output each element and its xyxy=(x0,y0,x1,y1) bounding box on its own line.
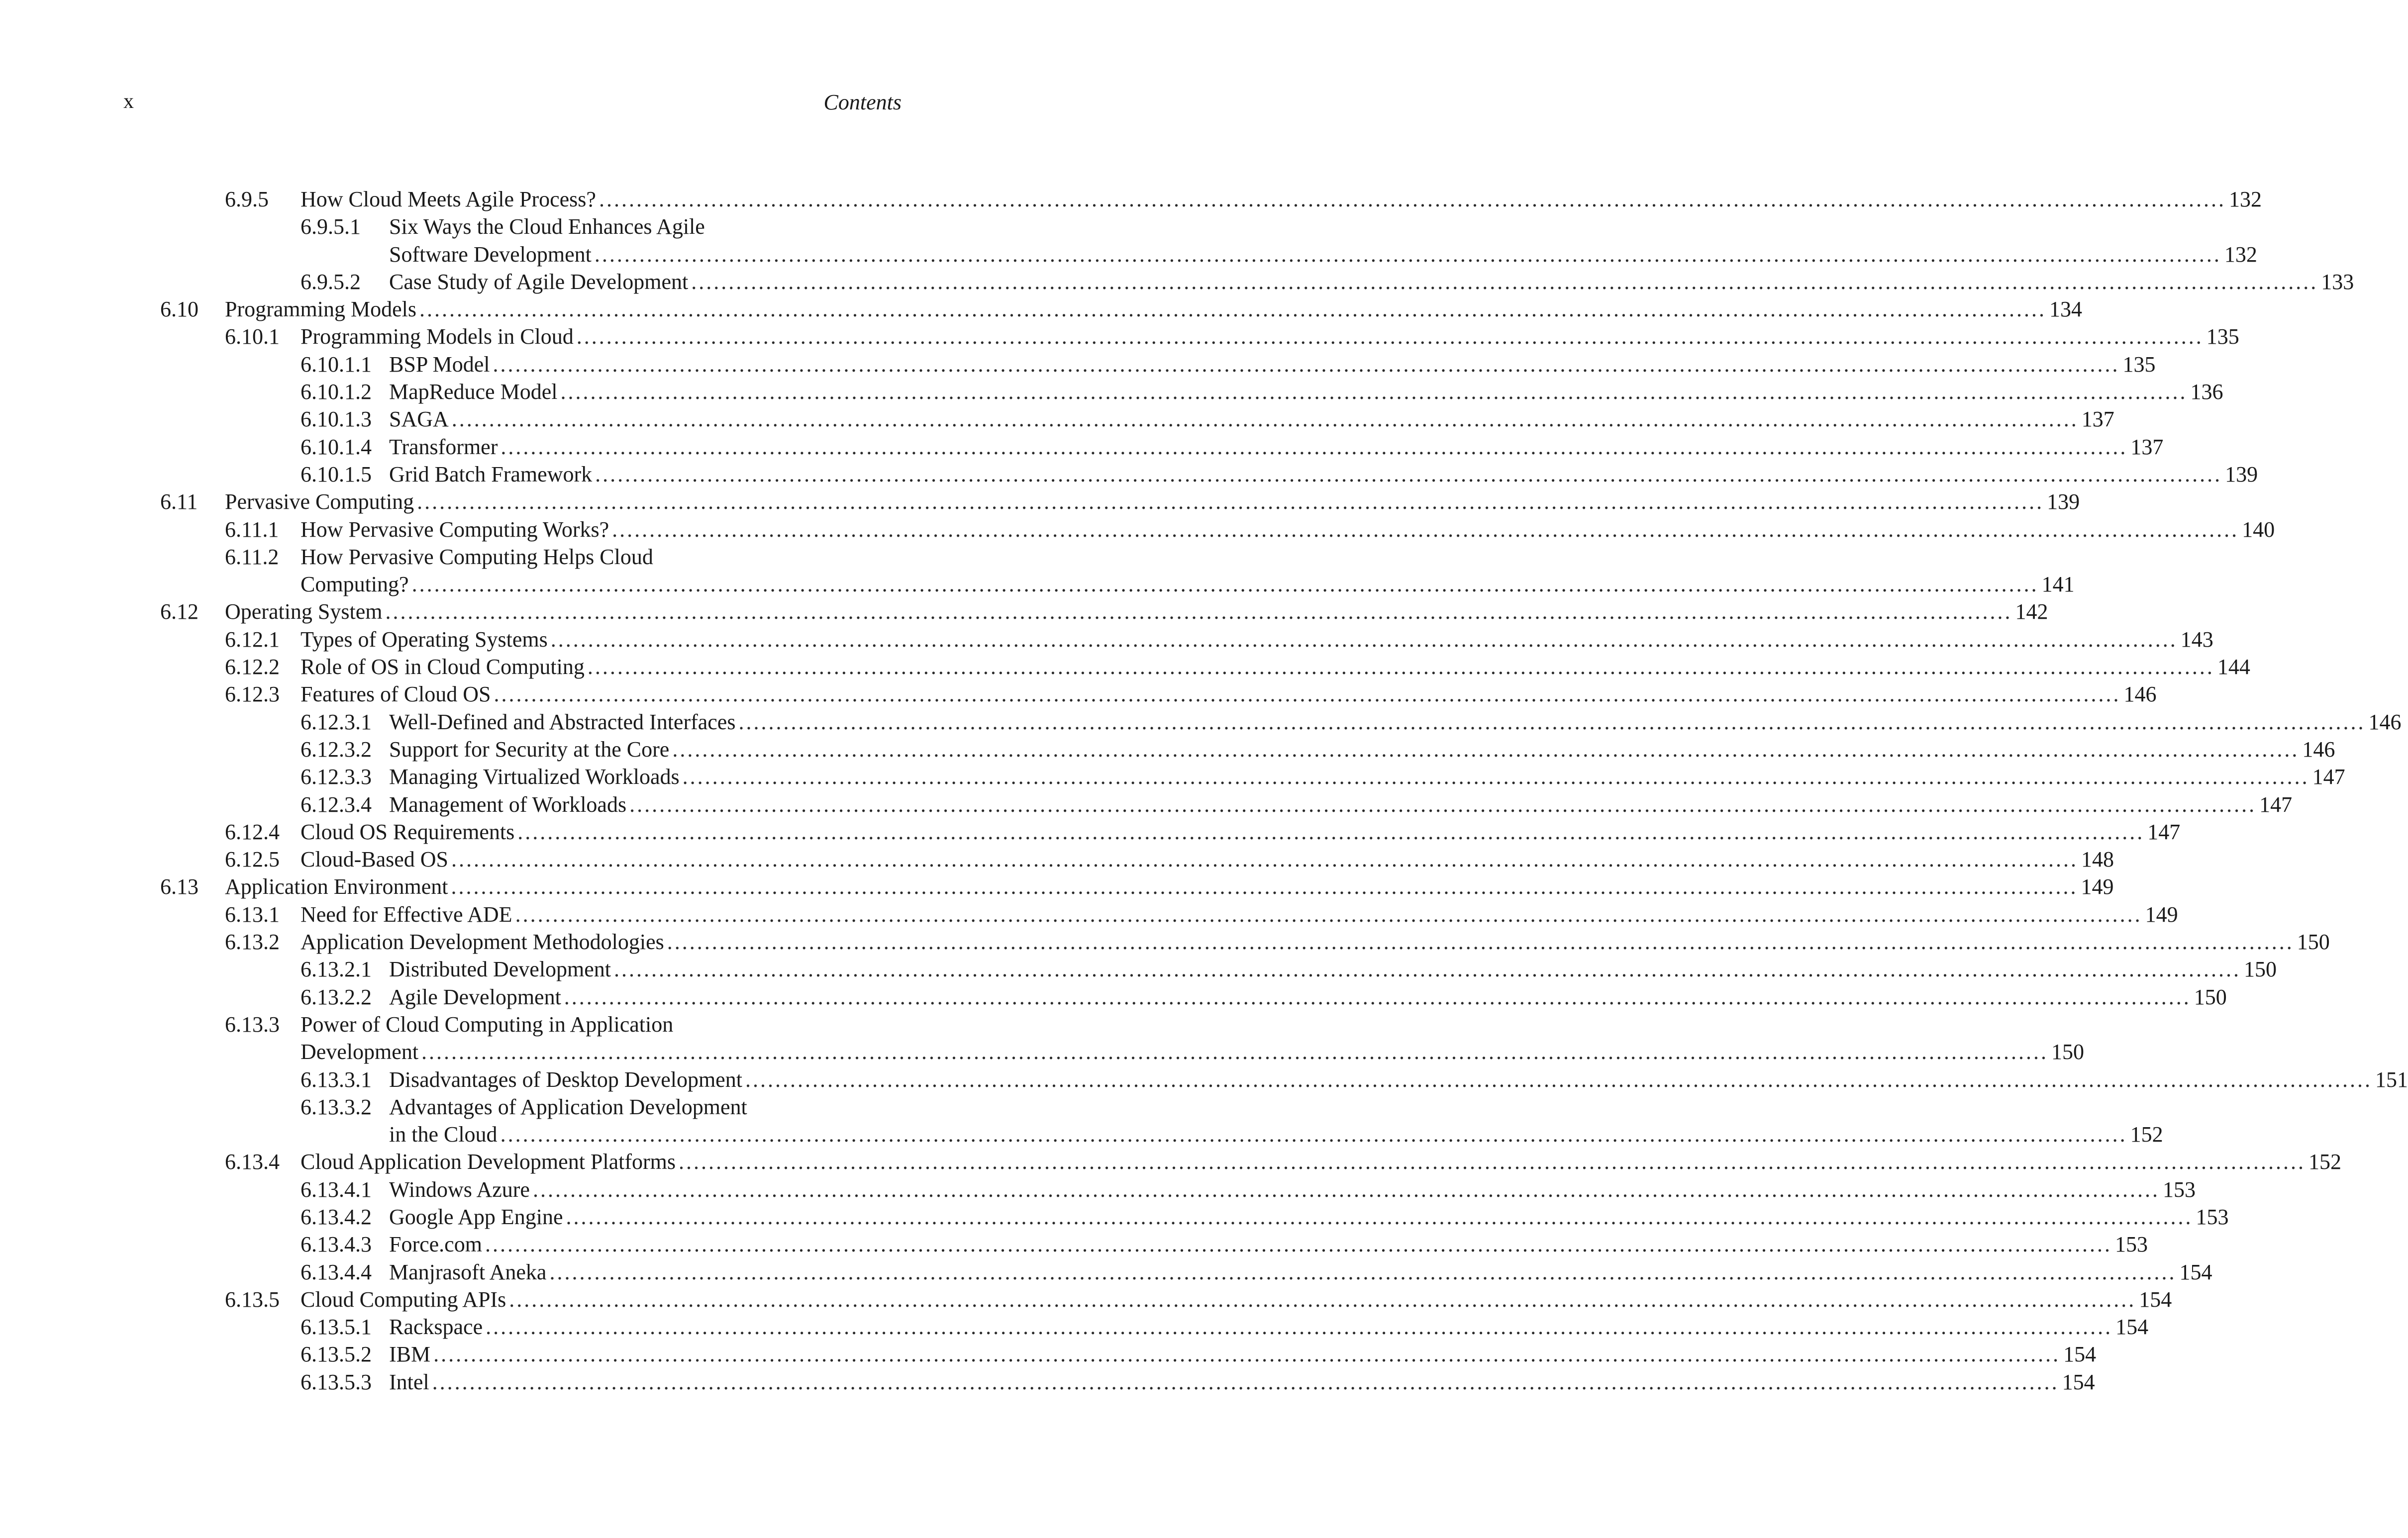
toc-entry xyxy=(0,1038,2085,1065)
toc-entry-title: Rackspace xyxy=(389,1315,483,1340)
toc-entry-number: 6.9.5 xyxy=(225,187,269,211)
toc-entry-page: 137 xyxy=(2081,407,2114,432)
toc-entry xyxy=(0,433,2164,461)
toc-entry xyxy=(0,763,2345,790)
toc-leader-dots: .......................................................................................................................................................................................................................... xyxy=(451,874,2078,899)
toc-leader-dots: .......................................................................................................................................................................................................................... xyxy=(560,380,2188,404)
toc-entry-number: 6.13.2.2 xyxy=(301,984,372,1009)
toc-entry-text xyxy=(389,378,2223,405)
toc-entry-page: 139 xyxy=(2225,462,2258,486)
toc-entry xyxy=(0,186,2262,213)
toc-entry-text xyxy=(301,928,2330,956)
toc-entry-title: Intel xyxy=(389,1369,429,1394)
running-title: Contents xyxy=(823,90,902,114)
running-head xyxy=(0,90,1019,119)
toc-entry-number: 6.12.1 xyxy=(225,627,280,652)
toc-entry-number: 6.10.1.4 xyxy=(301,434,372,459)
toc-entry-number: 6.12.3.2 xyxy=(301,737,372,762)
toc-entry-page: 146 xyxy=(2302,737,2335,762)
toc-entry-text xyxy=(301,571,2075,598)
toc-leader-dots: .......................................................................................................................................................................................................................... xyxy=(432,1369,2059,1394)
toc-entry-number: 6.11.1 xyxy=(225,517,279,542)
toc-entry-number: 6.13.4.3 xyxy=(301,1232,372,1257)
toc-entry xyxy=(0,928,2330,956)
toc-entry-title: Six Ways the Cloud Enhances Agile xyxy=(389,214,705,239)
toc-entry-text xyxy=(389,351,2156,378)
toc-entry-page: 139 xyxy=(2047,489,2080,514)
toc-entry-title: How Cloud Meets Agile Process? xyxy=(301,187,596,211)
toc-entry-title: Programming Models xyxy=(225,297,416,322)
table-of-contents xyxy=(0,186,2408,1396)
toc-entry xyxy=(0,1313,2149,1341)
toc-leader-dots: .......................................................................................................................................................................................................................... xyxy=(532,1177,2160,1202)
toc-entry-text xyxy=(389,1176,2196,1203)
toc-entry-number: 6.10 xyxy=(160,297,199,322)
toc-entry xyxy=(0,405,2114,433)
toc-entry-number: 6.13.3.1 xyxy=(301,1067,372,1092)
toc-entry-text xyxy=(389,1093,747,1121)
toc-entry-number: 6.10.1.2 xyxy=(301,380,372,404)
toc-leader-dots: .......................................................................................................................................................................................................................... xyxy=(682,765,2309,789)
toc-leader-dots: .......................................................................................................................................................................................................................... xyxy=(433,1342,2061,1367)
toc-entry-page: 149 xyxy=(2145,902,2178,927)
toc-leader-dots: .......................................................................................................................................................................................................................... xyxy=(549,1259,2177,1284)
toc-entry-page: 153 xyxy=(2162,1177,2196,1202)
toc-entry-text xyxy=(225,488,2080,515)
toc-entry xyxy=(0,1011,1019,1038)
toc-entry xyxy=(0,1203,2229,1231)
toc-entry-number: 6.12.2 xyxy=(225,655,280,679)
toc-entry-page: 147 xyxy=(2259,792,2293,817)
toc-entry-title: Computing? xyxy=(301,572,409,597)
toc-entry-title: Windows Azure xyxy=(389,1177,530,1202)
toc-entry-number: 6.13.2 xyxy=(225,930,280,955)
toc-entry-title: Types of Operating Systems xyxy=(301,627,548,652)
toc-entry-page: 135 xyxy=(2122,352,2156,377)
toc-entry xyxy=(0,268,2354,295)
toc-entry xyxy=(0,598,2048,625)
toc-entry-title: MapReduce Model xyxy=(389,380,558,404)
toc-entry-page: 149 xyxy=(2081,874,2114,899)
toc-leader-dots: .......................................................................................................................................................................................................................... xyxy=(411,572,2039,597)
toc-leader-dots: .......................................................................................................................................................................................................................... xyxy=(566,1204,2193,1229)
toc-entry-number: 6.12.3.3 xyxy=(301,765,372,789)
toc-entry-title: Cloud-Based OS xyxy=(301,847,448,872)
toc-leader-dots: .......................................................................................................................................................................................................................... xyxy=(500,1122,2127,1147)
toc-entry-text xyxy=(389,268,2354,295)
toc-entry-text xyxy=(301,543,653,571)
toc-entry xyxy=(0,1286,2172,1313)
toc-leader-dots: .......................................................................................................................................................................................................................... xyxy=(515,902,2142,927)
toc-leader-dots: .......................................................................................................................................................................................................................... xyxy=(679,1150,2306,1174)
toc-entry-number: 6.9.5.2 xyxy=(301,269,361,294)
toc-entry-title: Management of Workloads xyxy=(389,792,627,817)
toc-entry-page: 146 xyxy=(2368,709,2402,734)
toc-entry-title: Grid Batch Framework xyxy=(389,462,593,486)
toc-entry xyxy=(0,846,2114,873)
toc-entry xyxy=(0,680,2157,708)
toc-leader-dots: .......................................................................................................................................................................................................................... xyxy=(451,847,2078,872)
toc-entry-number: 6.12.5 xyxy=(225,847,280,872)
toc-entry-text xyxy=(389,736,2335,763)
toc-entry-title: Disadvantages of Desktop Development xyxy=(389,1067,742,1092)
toc-entry xyxy=(0,516,2275,543)
toc-entry-text xyxy=(301,1148,2342,1175)
toc-entry-text xyxy=(389,956,2277,983)
toc-entry-text xyxy=(389,1341,2097,1368)
toc-entry-text xyxy=(225,295,2082,323)
toc-entry-text xyxy=(389,461,2258,488)
toc-entry-page: 152 xyxy=(2308,1150,2342,1174)
toc-entry-text xyxy=(389,241,2257,268)
toc-entry xyxy=(0,1231,2148,1258)
toc-entry-title: Transformer xyxy=(389,434,498,459)
toc-entry-title: in the Cloud xyxy=(389,1122,498,1147)
toc-entry-number: 6.9.5.1 xyxy=(301,214,361,239)
toc-entry-text xyxy=(301,626,2213,653)
toc-entry-title: Distributed Development xyxy=(389,957,611,982)
toc-leader-dots: .......................................................................................................................................................................................................................... xyxy=(672,737,2300,762)
toc-entry xyxy=(0,873,2114,900)
toc-entry-text xyxy=(389,1121,2163,1148)
toc-entry xyxy=(0,1121,2163,1148)
toc-leader-dots: .......................................................................................................................................................................................................................... xyxy=(550,627,2178,652)
toc-leader-dots: .......................................................................................................................................................................................................................... xyxy=(421,1040,2049,1064)
toc-entry-text xyxy=(301,516,2275,543)
toc-entry-title: Need for Effective ADE xyxy=(301,902,512,927)
toc-entry xyxy=(0,1148,2342,1175)
toc-entry-page: 140 xyxy=(2242,517,2275,542)
toc-entry-number: 6.12.3 xyxy=(225,682,280,707)
toc-entry-text xyxy=(389,433,2164,461)
toc-entry-number: 6.11.2 xyxy=(225,544,279,569)
toc-entry-title: Development xyxy=(301,1040,419,1064)
toc-leader-dots: .......................................................................................................................................................................................................................... xyxy=(485,1232,2112,1257)
toc-entry-title: Well-Defined and Abstracted Interfaces xyxy=(389,709,736,734)
toc-entry-page: 134 xyxy=(2049,297,2082,322)
toc-entry xyxy=(0,213,1019,240)
toc-entry-text xyxy=(225,873,2114,900)
toc-entry-page: 142 xyxy=(2015,599,2048,624)
toc-entry-page: 154 xyxy=(2179,1259,2212,1284)
toc-entry xyxy=(0,571,2075,598)
toc-entry-number: 6.13.3 xyxy=(225,1012,280,1037)
toc-entry-number: 6.10.1.5 xyxy=(301,462,372,486)
toc-entry xyxy=(0,543,1019,571)
toc-entry-page: 132 xyxy=(2228,187,2262,211)
toc-entry-number: 6.13.3.2 xyxy=(301,1094,372,1119)
toc-entry-page: 150 xyxy=(2194,984,2227,1009)
toc-entry-page: 141 xyxy=(2041,572,2075,597)
toc-entry-number: 6.13.2.1 xyxy=(301,957,372,982)
toc-entry-title: Advantages of Application Development xyxy=(389,1094,747,1119)
toc-entry-title: Agile Development xyxy=(389,984,561,1009)
toc-entry-number: 6.11 xyxy=(160,489,198,514)
toc-entry-number: 6.13.1 xyxy=(225,902,280,927)
toc-entry-page: 152 xyxy=(2130,1122,2163,1147)
toc-leader-dots: .......................................................................................................................................................................................................................... xyxy=(612,517,2239,542)
toc-entry-title: Programming Models in Cloud xyxy=(301,324,574,349)
toc-entry-title: BSP Model xyxy=(389,352,490,377)
toc-entry-page: 144 xyxy=(2217,655,2250,679)
toc-entry-page: 147 xyxy=(2312,765,2345,789)
toc-entry-title: IBM xyxy=(389,1342,431,1367)
toc-entry-page: 154 xyxy=(2062,1369,2095,1394)
toc-entry xyxy=(0,1368,2095,1396)
toc-entry-text xyxy=(389,791,2293,818)
toc-leader-dots: .......................................................................................................................................................................................................................... xyxy=(738,709,2366,734)
toc-entry-title: Features of Cloud OS xyxy=(301,682,491,707)
toc-entry xyxy=(0,1176,2196,1203)
toc-entry xyxy=(0,626,2213,653)
toc-entry-text xyxy=(389,1066,2408,1093)
toc-entry-page: 150 xyxy=(2297,930,2330,955)
toc-leader-dots: .......................................................................................................................................................................................................................... xyxy=(419,297,2046,322)
toc-entry xyxy=(0,1066,2408,1093)
toc-leader-dots: .......................................................................................................................................................................................................................... xyxy=(501,434,2128,459)
toc-entry-text xyxy=(389,983,2227,1011)
toc-entry-number: 6.12.4 xyxy=(225,819,280,844)
toc-entry-text xyxy=(301,1011,673,1038)
toc-entry-page: 151 xyxy=(2375,1067,2408,1092)
toc-entry-text xyxy=(301,818,2181,846)
toc-entry-text xyxy=(301,653,2250,680)
toc-entry-title: How Pervasive Computing Helps Cloud xyxy=(301,544,653,569)
toc-entry-page: 147 xyxy=(2147,819,2181,844)
toc-entry-title: Managing Virtualized Workloads xyxy=(389,765,680,789)
toc-entry xyxy=(0,461,2258,488)
toc-entry-title: Case Study of Agile Development xyxy=(389,269,689,294)
toc-entry-number: 6.13.5.1 xyxy=(301,1315,372,1340)
toc-entry-title: Power of Cloud Computing in Application xyxy=(301,1012,674,1037)
toc-entry xyxy=(0,956,2277,983)
toc-entry-number: 6.13.4.1 xyxy=(301,1177,372,1202)
toc-entry-title: Software Development xyxy=(389,242,592,267)
toc-leader-dots: .......................................................................................................................................................................................................................... xyxy=(494,682,2121,707)
toc-entry-text xyxy=(389,213,705,240)
toc-leader-dots: .......................................................................................................................................................................................................................... xyxy=(745,1067,2372,1092)
toc-entry-text xyxy=(389,1231,2148,1258)
toc-entry-number: 6.13 xyxy=(160,874,199,899)
toc-entry xyxy=(0,378,2223,405)
toc-leader-dots: .......................................................................................................................................................................................................................... xyxy=(614,957,2241,982)
toc-entry-page: 154 xyxy=(2115,1315,2149,1340)
toc-entry-text xyxy=(389,1368,2095,1396)
toc-entry-page: 133 xyxy=(2321,269,2354,294)
toc-entry-title: Role of OS in Cloud Computing xyxy=(301,655,585,679)
toc-entry-page: 150 xyxy=(2051,1040,2085,1064)
toc-entry-text xyxy=(301,1286,2172,1313)
toc-leader-dots: .......................................................................................................................................................................................................................... xyxy=(691,269,2318,294)
toc-entry-page: 153 xyxy=(2196,1204,2229,1229)
toc-entry-page: 154 xyxy=(2139,1287,2172,1312)
toc-entry-number: 6.12 xyxy=(160,599,199,624)
toc-entry xyxy=(0,241,2257,268)
toc-leader-dots: .......................................................................................................................................................................................................................... xyxy=(385,599,2012,624)
toc-entry-text xyxy=(389,708,2402,736)
toc-entry-title: Manjrasoft Aneka xyxy=(389,1259,547,1284)
toc-entry-title: Pervasive Computing xyxy=(225,489,414,514)
toc-entry-number: 6.10.1 xyxy=(225,324,280,349)
toc-entry-text xyxy=(225,598,2048,625)
toc-entry xyxy=(0,1258,2212,1286)
toc-leader-dots: .......................................................................................................................................................................................................................... xyxy=(595,462,2222,486)
toc-leader-dots: .......................................................................................................................................................................................................................... xyxy=(417,489,2044,514)
toc-entry-text xyxy=(389,763,2345,790)
toc-entry-page: 154 xyxy=(2063,1342,2097,1367)
toc-entry-title: Cloud OS Requirements xyxy=(301,819,515,844)
toc-entry-title: Cloud Computing APIs xyxy=(301,1287,506,1312)
toc-leader-dots: .......................................................................................................................................................................................................................... xyxy=(564,984,2191,1009)
toc-entry xyxy=(0,791,2293,818)
page-number: x xyxy=(123,90,134,113)
toc-leader-dots: .......................................................................................................................................................................................................................... xyxy=(493,352,2120,377)
toc-entry-text xyxy=(301,186,2262,213)
toc-entry-text xyxy=(301,846,2114,873)
toc-entry xyxy=(0,351,2156,378)
toc-entry-title: Cloud Application Development Platforms xyxy=(301,1150,676,1174)
toc-entry-page: 150 xyxy=(2244,957,2277,982)
toc-entry-page: 146 xyxy=(2123,682,2157,707)
toc-entry-page: 153 xyxy=(2114,1232,2148,1257)
toc-entry-number: 6.13.4.2 xyxy=(301,1204,372,1229)
toc-entry-text xyxy=(301,323,2239,350)
toc-entry xyxy=(0,323,2239,350)
toc-entry-number: 6.12.3.1 xyxy=(301,709,372,734)
toc-entry-number: 6.12.3.4 xyxy=(301,792,372,817)
toc-entry xyxy=(0,901,2178,928)
toc-leader-dots: .......................................................................................................................................................................................................................... xyxy=(667,930,2294,955)
toc-entry xyxy=(0,295,2082,323)
toc-leader-dots: .......................................................................................................................................................................................................................... xyxy=(486,1315,2113,1340)
toc-entry-title: Support for Security at the Core xyxy=(389,737,670,762)
toc-leader-dots: .......................................................................................................................................................................................................................... xyxy=(451,407,2079,432)
toc-entry-page: 135 xyxy=(2206,324,2239,349)
toc-entry-number: 6.13.4.4 xyxy=(301,1259,372,1284)
toc-entry-page: 132 xyxy=(2224,242,2257,267)
toc-entry-text xyxy=(301,901,2178,928)
toc-entry-title: Application Environment xyxy=(225,874,448,899)
toc-entry xyxy=(0,983,2227,1011)
toc-entry-title: How Pervasive Computing Works? xyxy=(301,517,609,542)
toc-entry xyxy=(0,1341,2097,1368)
toc-entry-number: 6.13.5 xyxy=(225,1287,280,1312)
toc-entry-text xyxy=(301,1038,2085,1065)
toc-leader-dots: .......................................................................................................................................................................................................................... xyxy=(629,792,2257,817)
toc-entry-text xyxy=(389,405,2114,433)
toc-entry-page: 148 xyxy=(2081,847,2114,872)
toc-entry xyxy=(0,653,2250,680)
toc-entry-title: Force.com xyxy=(389,1232,482,1257)
toc-entry xyxy=(0,488,2080,515)
toc-entry-text xyxy=(389,1313,2149,1341)
toc-leader-dots: .......................................................................................................................................................................................................................... xyxy=(509,1287,2136,1312)
toc-entry-number: 6.13.5.3 xyxy=(301,1369,372,1394)
toc-entry xyxy=(0,818,2181,846)
toc-entry-page: 143 xyxy=(2180,627,2213,652)
toc-leader-dots: .......................................................................................................................................................................................................................... xyxy=(594,242,2221,267)
toc-entry-number: 6.10.1.3 xyxy=(301,407,372,432)
toc-leader-dots: .......................................................................................................................................................................................................................... xyxy=(587,655,2214,679)
toc-entry-number: 6.10.1.1 xyxy=(301,352,372,377)
toc-entry-title: Application Development Methodologies xyxy=(301,930,664,955)
toc-entry-number: 6.13.5.2 xyxy=(301,1342,372,1367)
toc-entry xyxy=(0,708,2402,736)
toc-entry xyxy=(0,1093,1019,1121)
toc-entry-text xyxy=(301,680,2157,708)
toc-entry-title: Google App Engine xyxy=(389,1204,563,1229)
toc-entry-page: 136 xyxy=(2190,380,2223,404)
toc-leader-dots: .......................................................................................................................................................................................................................... xyxy=(517,819,2145,844)
toc-leader-dots: .......................................................................................................................................................................................................................... xyxy=(576,324,2204,349)
toc-entry-text xyxy=(389,1258,2212,1286)
toc-entry xyxy=(0,736,2335,763)
toc-entry-text xyxy=(389,1203,2229,1231)
toc-entry-title: SAGA xyxy=(389,407,449,432)
toc-entry-number: 6.13.4 xyxy=(225,1150,280,1174)
toc-leader-dots: .......................................................................................................................................................................................................................... xyxy=(599,187,2226,211)
toc-entry-page: 137 xyxy=(2130,434,2164,459)
toc-entry-title: Operating System xyxy=(225,599,383,624)
